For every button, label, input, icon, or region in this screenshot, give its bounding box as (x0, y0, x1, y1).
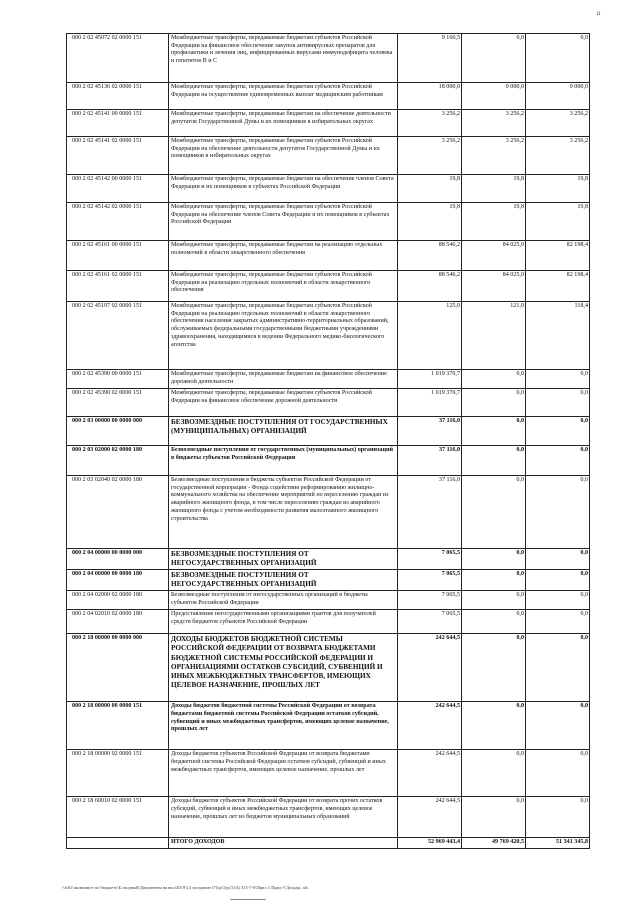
budget-code-cell: 000 2 02 45136 02 0000 151 (67, 83, 169, 110)
description-cell: Межбюджетные трансферты, передаваемые бюджетам на обеспечение деятельности депутатов Государственной Думы и их помощников в избирательных округах (169, 110, 398, 137)
budget-code-cell: 000 2 02 45142 00 0000 151 (67, 175, 169, 203)
table-row (67, 797, 590, 838)
budget-code-cell: 000 2 03 00000 00 0000 000 (67, 417, 169, 446)
actual-amount-cell: 82 198,4 (526, 271, 590, 302)
description-cell: Доходы бюджетов субъектов Российской Федерации от возврата бюджетами бюджетной системы Российской Федерации остатков субсидий, субвенций и иных межбюджетных трансфертов, имеющих целевое назначение, прошлых лет (169, 750, 398, 797)
table-row (67, 110, 590, 137)
plan-amount-cell: 88 546,2 (398, 271, 462, 302)
budget-code-cell: 000 2 02 45197 02 0000 151 (67, 302, 169, 370)
table-row (67, 137, 590, 175)
table-row (67, 750, 590, 797)
executed-amount-cell: 0,0 (462, 570, 526, 591)
description-cell: Межбюджетные трансферты, передаваемые бюджетам на реализацию отдельных полномочий в области лекарственного обеспечения (169, 241, 398, 271)
actual-amount-cell: 0,0 (526, 702, 590, 750)
description-cell: БЕЗВОЗМЕЗДНЫЕ ПОСТУПЛЕНИЯ ОТ НЕГОСУДАРСТВЕННЫХ ОРГАНИЗАЦИЙ (169, 570, 398, 591)
total-code-cell (67, 838, 169, 849)
plan-amount-cell: 88 546,2 (398, 241, 462, 271)
description-cell: Доходы бюджетов субъектов Российской Федерации от возврата прочих остатков субсидий, субвенций и иных межбюджетных трансфертов, имеющих целевое назначение, прошлых лет из бюджетов муниципальных образований (169, 797, 398, 838)
table-row (67, 241, 590, 271)
plan-amount-cell: 3 256,2 (398, 137, 462, 175)
total-actual-cell: 51 341 345,8 (526, 838, 590, 849)
table-row (67, 83, 590, 110)
description-cell: Межбюджетные трансферты, передаваемые бюджетам субъектов Российской Федерации на финансовое обеспечение дорожной деятельности (169, 389, 398, 417)
actual-amount-cell: 3 256,2 (526, 137, 590, 175)
executed-amount-cell: 0,0 (462, 417, 526, 446)
executed-amount-cell: 0,0 (462, 446, 526, 476)
description-cell: Межбюджетные трансферты, передаваемые бюджетам субъектов Российской Федерации на обеспечение деятельности депутатов Государственной Думы и их помощников в избирательных округах (169, 137, 398, 175)
actual-amount-cell: 0,0 (526, 389, 590, 417)
budget-code-cell: 000 2 18 00000 00 0000 000 (67, 634, 169, 702)
table-row (67, 549, 590, 570)
description-cell: Межбюджетные трансферты, передаваемые бюджетам на финансовое обеспечение дорожной деятельности (169, 370, 398, 389)
total-executed-cell: 49 769 420,5 (462, 838, 526, 849)
actual-amount-cell: 0,0 (526, 797, 590, 838)
executed-amount-cell: 3 256,2 (462, 137, 526, 175)
budget-code-cell: 000 2 18 00000 00 0000 151 (67, 702, 169, 750)
budget-code-cell: 000 2 02 45142 02 0000 151 (67, 203, 169, 241)
total-row (67, 838, 590, 849)
budget-code-cell: 000 2 02 45072 02 0000 151 (67, 34, 169, 83)
executed-amount-cell: 0,0 (462, 591, 526, 610)
description-cell: Безвозмездные поступления от негосударственных организаций в бюджеты субъектов Российской Федерации (169, 591, 398, 610)
actual-amount-cell: 0,0 (526, 549, 590, 570)
plan-amount-cell: 3 256,2 (398, 110, 462, 137)
executed-amount-cell: 19,8 (462, 203, 526, 241)
actual-amount-cell: 0,0 (526, 34, 590, 83)
actual-amount-cell: 0,0 (526, 370, 590, 389)
scan-artifact (230, 899, 266, 900)
executed-amount-cell: 9 000,0 (462, 83, 526, 110)
plan-amount-cell: 242 644,5 (398, 750, 462, 797)
plan-amount-cell: 7 065,5 (398, 570, 462, 591)
table-row (67, 702, 590, 750)
file-path-footer: \\fs01\экономист по бюджету\Б сводный\Документы на вкл\2019\14 заседание (7)\р11(р1)\14) 315-7-6\Прил.1 Прил 9 Доходы .xls (62, 885, 309, 890)
table-row (67, 610, 590, 634)
executed-amount-cell: 121,0 (462, 302, 526, 370)
executed-amount-cell: 84 025,0 (462, 271, 526, 302)
table-row (67, 389, 590, 417)
table-body (67, 34, 590, 849)
actual-amount-cell: 0,0 (526, 634, 590, 702)
executed-amount-cell: 0,0 (462, 610, 526, 634)
actual-amount-cell: 0,0 (526, 591, 590, 610)
actual-amount-cell: 19,8 (526, 175, 590, 203)
total-plan-cell: 52 969 443,4 (398, 838, 462, 849)
plan-amount-cell: 242 644,5 (398, 634, 462, 702)
plan-amount-cell: 242 644,5 (398, 702, 462, 750)
table-row (67, 476, 590, 549)
description-cell: ДОХОДЫ БЮДЖЕТОВ БЮДЖЕТНОЙ СИСТЕМЫ РОССИЙСКОЙ ФЕДЕРАЦИИ ОТ ВОЗВРАТА БЮДЖЕТАМИ БЮДЖЕТНОЙ СИСТЕМЫ РОССИЙСКОЙ ФЕДЕРАЦИИ И ОРГАНИЗАЦИЯМИ ОСТАТКОВ СУБСИДИЙ, СУБВЕНЦИЙ И ИНЫХ МЕЖБЮДЖЕТНЫХ ТРАНСФЕРТОВ, ИМЕЮЩИХ ЦЕЛЕВОЕ НАЗНАЧЕНИЕ, ПРОШЛЫХ ЛЕТ (169, 634, 398, 702)
description-cell: Безвозмездные поступления от государственных (муниципальных) организаций в бюджеты субъектов Российской Федерации (169, 446, 398, 476)
budget-code-cell: 000 2 02 45141 02 0000 151 (67, 137, 169, 175)
budget-code-cell: 000 2 02 45161 00 0000 151 (67, 241, 169, 271)
plan-amount-cell: 19,8 (398, 203, 462, 241)
executed-amount-cell: 0,0 (462, 476, 526, 549)
budget-code-cell: 000 2 04 00000 00 0000 000 (67, 549, 169, 570)
plan-amount-cell: 7 065,5 (398, 610, 462, 634)
plan-amount-cell: 1 019 370,7 (398, 370, 462, 389)
executed-amount-cell: 0,0 (462, 634, 526, 702)
executed-amount-cell: 0,0 (462, 549, 526, 570)
budget-code-cell: 000 2 03 02000 02 0000 180 (67, 446, 169, 476)
plan-amount-cell: 7 065,5 (398, 591, 462, 610)
description-cell: БЕЗВОЗМЕЗДНЫЕ ПОСТУПЛЕНИЯ ОТ НЕГОСУДАРСТВЕННЫХ ОРГАНИЗАЦИЙ (169, 549, 398, 570)
budget-code-cell: 000 2 02 45390 00 0000 151 (67, 370, 169, 389)
budget-code-cell: 000 2 03 02040 02 0000 180 (67, 476, 169, 549)
budget-code-cell: 000 2 04 00000 00 0000 180 (67, 570, 169, 591)
description-cell: Межбюджетные трансферты, передаваемые бюджетам субъектов Российской Федерации на реализацию отдельных полномочий в области лекарственного обеспечения (169, 271, 398, 302)
plan-amount-cell: 7 065,5 (398, 549, 462, 570)
actual-amount-cell: 82 198,4 (526, 241, 590, 271)
actual-amount-cell: 0,0 (526, 570, 590, 591)
description-cell: Межбюджетные трансферты, передаваемые бюджетам субъектов Российской Федерации на реализацию отдельных полномочий в области лекарственного обеспечения населения закрытых административно-территориальных образований, обслуживаемых федеральными государственными бюджетными учреждениями здравоохранения, находящимися в ведении Федерального медико-биологического агентства (169, 302, 398, 370)
plan-amount-cell: 242 644,5 (398, 797, 462, 838)
page-number: 11 (596, 12, 601, 17)
executed-amount-cell: 3 256,2 (462, 110, 526, 137)
actual-amount-cell: 19,8 (526, 203, 590, 241)
description-cell: Межбюджетные трансферты, передаваемые бюджетам субъектов Российской Федерации на осуществление единовременных выплат медицинским работникам (169, 83, 398, 110)
description-cell: Предоставление негосударственными организациями грантов для получателей средств бюджетов субъектов Российской Федерации (169, 610, 398, 634)
table-row (67, 175, 590, 203)
budget-code-cell: 000 2 02 45141 00 0000 151 (67, 110, 169, 137)
table-row (67, 634, 590, 702)
plan-amount-cell: 9 160,5 (398, 34, 462, 83)
plan-amount-cell: 37 116,0 (398, 476, 462, 549)
table-row (67, 271, 590, 302)
actual-amount-cell: 0,0 (526, 750, 590, 797)
executed-amount-cell: 0,0 (462, 370, 526, 389)
budget-code-cell: 000 2 02 45161 02 0000 151 (67, 271, 169, 302)
table-row (67, 446, 590, 476)
executed-amount-cell: 84 025,0 (462, 241, 526, 271)
description-cell: Межбюджетные трансферты, передаваемые бюджетам субъектов Российской Федерации на финансовое обеспечение закупок антивирусных препаратов для профилактики и лечения лиц, инфицированных вирусами иммунодефицита человека и гепатитов B и C (169, 34, 398, 83)
executed-amount-cell: 0,0 (462, 34, 526, 83)
table-row (67, 570, 590, 591)
budget-code-cell: 000 2 02 45390 02 0000 151 (67, 389, 169, 417)
actual-amount-cell: 9 000,0 (526, 83, 590, 110)
plan-amount-cell: 18 000,0 (398, 83, 462, 110)
executed-amount-cell: 0,0 (462, 702, 526, 750)
plan-amount-cell: 19,8 (398, 175, 462, 203)
table-row (67, 417, 590, 446)
budget-code-cell: 000 2 18 60010 02 0000 151 (67, 797, 169, 838)
executed-amount-cell: 0,0 (462, 750, 526, 797)
plan-amount-cell: 1 019 370,7 (398, 389, 462, 417)
actual-amount-cell: 0,0 (526, 417, 590, 446)
budget-code-cell: 000 2 04 02000 02 0000 180 (67, 591, 169, 610)
description-cell: Межбюджетные трансферты, передаваемые бюджетам субъектов Российской Федерации на обеспечение членов Совета Федерации и их помощников в субъектах Российской Федерации (169, 203, 398, 241)
table-row (67, 302, 590, 370)
description-cell: Доходы бюджетов бюджетной системы Российской Федерации от возврата бюджетами бюджетной системы Российской Федерации остатков субсидий, субвенций и иных межбюджетных трансфертов, имеющих целевое назначение, прошлых лет (169, 702, 398, 750)
revenue-table (66, 33, 590, 849)
executed-amount-cell: 0,0 (462, 389, 526, 417)
table-row (67, 34, 590, 83)
plan-amount-cell: 125,0 (398, 302, 462, 370)
budget-code-cell: 000 2 18 00000 02 0000 151 (67, 750, 169, 797)
executed-amount-cell: 19,8 (462, 175, 526, 203)
budget-code-cell: 000 2 04 02010 02 0000 180 (67, 610, 169, 634)
total-label: ИТОГО ДОХОДОВ (169, 838, 398, 849)
description-cell: Межбюджетные трансферты, передаваемые бюджетам на обеспечение членов Совета Федерации и их помощников в субъектах Российской Федерации (169, 175, 398, 203)
plan-amount-cell: 37 116,0 (398, 417, 462, 446)
description-cell: БЕЗВОЗМЕЗДНЫЕ ПОСТУПЛЕНИЯ ОТ ГОСУДАРСТВЕННЫХ (МУНИЦИПАЛЬНЫХ) ОРГАНИЗАЦИЙ (169, 417, 398, 446)
plan-amount-cell: 37 116,0 (398, 446, 462, 476)
actual-amount-cell: 0,0 (526, 476, 590, 549)
actual-amount-cell: 0,0 (526, 610, 590, 634)
actual-amount-cell: 118,4 (526, 302, 590, 370)
table-row (67, 370, 590, 389)
executed-amount-cell: 0,0 (462, 797, 526, 838)
actual-amount-cell: 3 256,2 (526, 110, 590, 137)
actual-amount-cell: 0,0 (526, 446, 590, 476)
table-row (67, 591, 590, 610)
description-cell: Безвозмездные поступления в бюджеты субъектов Российской Федерации от государственной корпорации - Фонда содействия реформированию жилищно-коммунального хозяйства на обеспечение мероприятий по переселению граждан из аварийного жилищного фонда, в том числе переселению граждан из аварийного жилищного фонда с учетом необходимости развития малоэтажного жилищного строительства (169, 476, 398, 549)
table-row (67, 203, 590, 241)
